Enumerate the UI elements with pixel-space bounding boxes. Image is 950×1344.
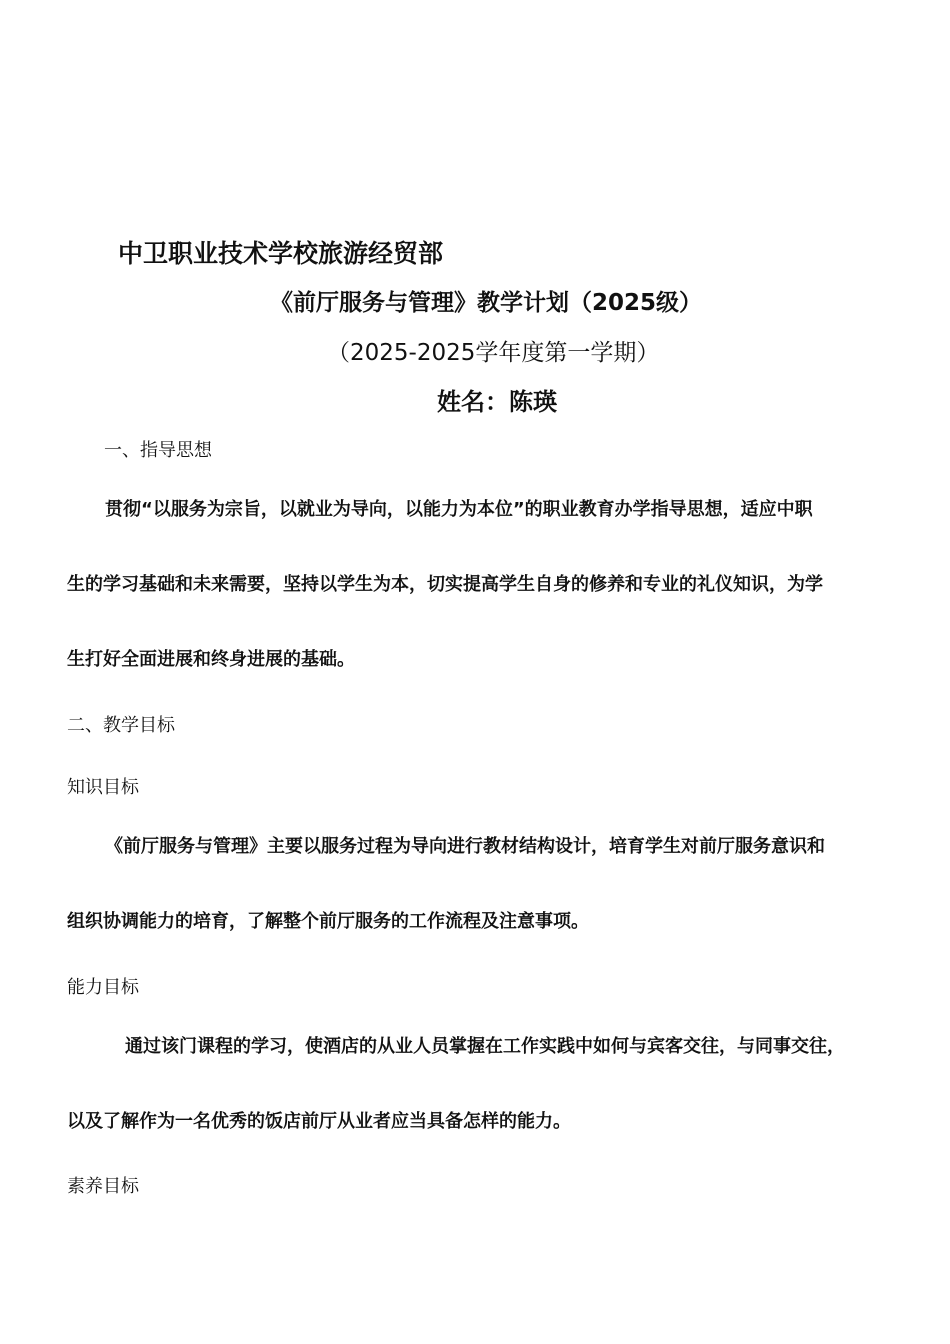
term-label: （2025-2025学年度第一学期） <box>327 340 660 366</box>
author-name: 姓名：陈瑛 <box>437 388 557 416</box>
paragraph-line: 贯彻“以服务为宗旨，以就业为导向，以能力为本位”的职业教育办学指导思想，适应中职 <box>105 499 813 520</box>
subheading-quality: 素养目标 <box>67 1176 139 1197</box>
paragraph-line: 生打好全面进展和终身进展的基础。 <box>67 649 355 670</box>
paragraph-line: 生的学习基础和未来需要，坚持以学生为本，切实提高学生自身的修养和专业的礼仪知识，为学 <box>67 574 823 595</box>
paragraph-line: 《前厅服务与管理》主要以服务过程为导向进行教材结构设计，培育学生对前厅服务意识和 <box>105 836 825 857</box>
subheading-knowledge: 知识目标 <box>67 777 139 798</box>
paragraph-line: 通过该门课程的学习，使酒店的从业人员掌握在工作实践中如何与宾客交往，与同事交往， <box>125 1036 845 1057</box>
paragraph-line: 以及了解作为一名优秀的饭店前厅从业者应当具备怎样的能力。 <box>67 1111 571 1132</box>
knowledge-paragraph <box>67 809 887 959</box>
school-name: 中卫职业技术学校旅游经贸部 <box>118 239 444 268</box>
section-heading-guiding: 一、指导思想 <box>104 440 212 461</box>
guiding-paragraph <box>67 472 887 697</box>
subheading-ability: 能力目标 <box>67 977 139 998</box>
section-heading-goals: 二、教学目标 <box>67 715 175 736</box>
ability-paragraph <box>67 1009 887 1159</box>
paragraph-line: 组织协调能力的培育，了解整个前厅服务的工作流程及注意事项。 <box>67 911 589 932</box>
course-title: 《前厅服务与管理》教学计划（2025级） <box>270 290 703 316</box>
